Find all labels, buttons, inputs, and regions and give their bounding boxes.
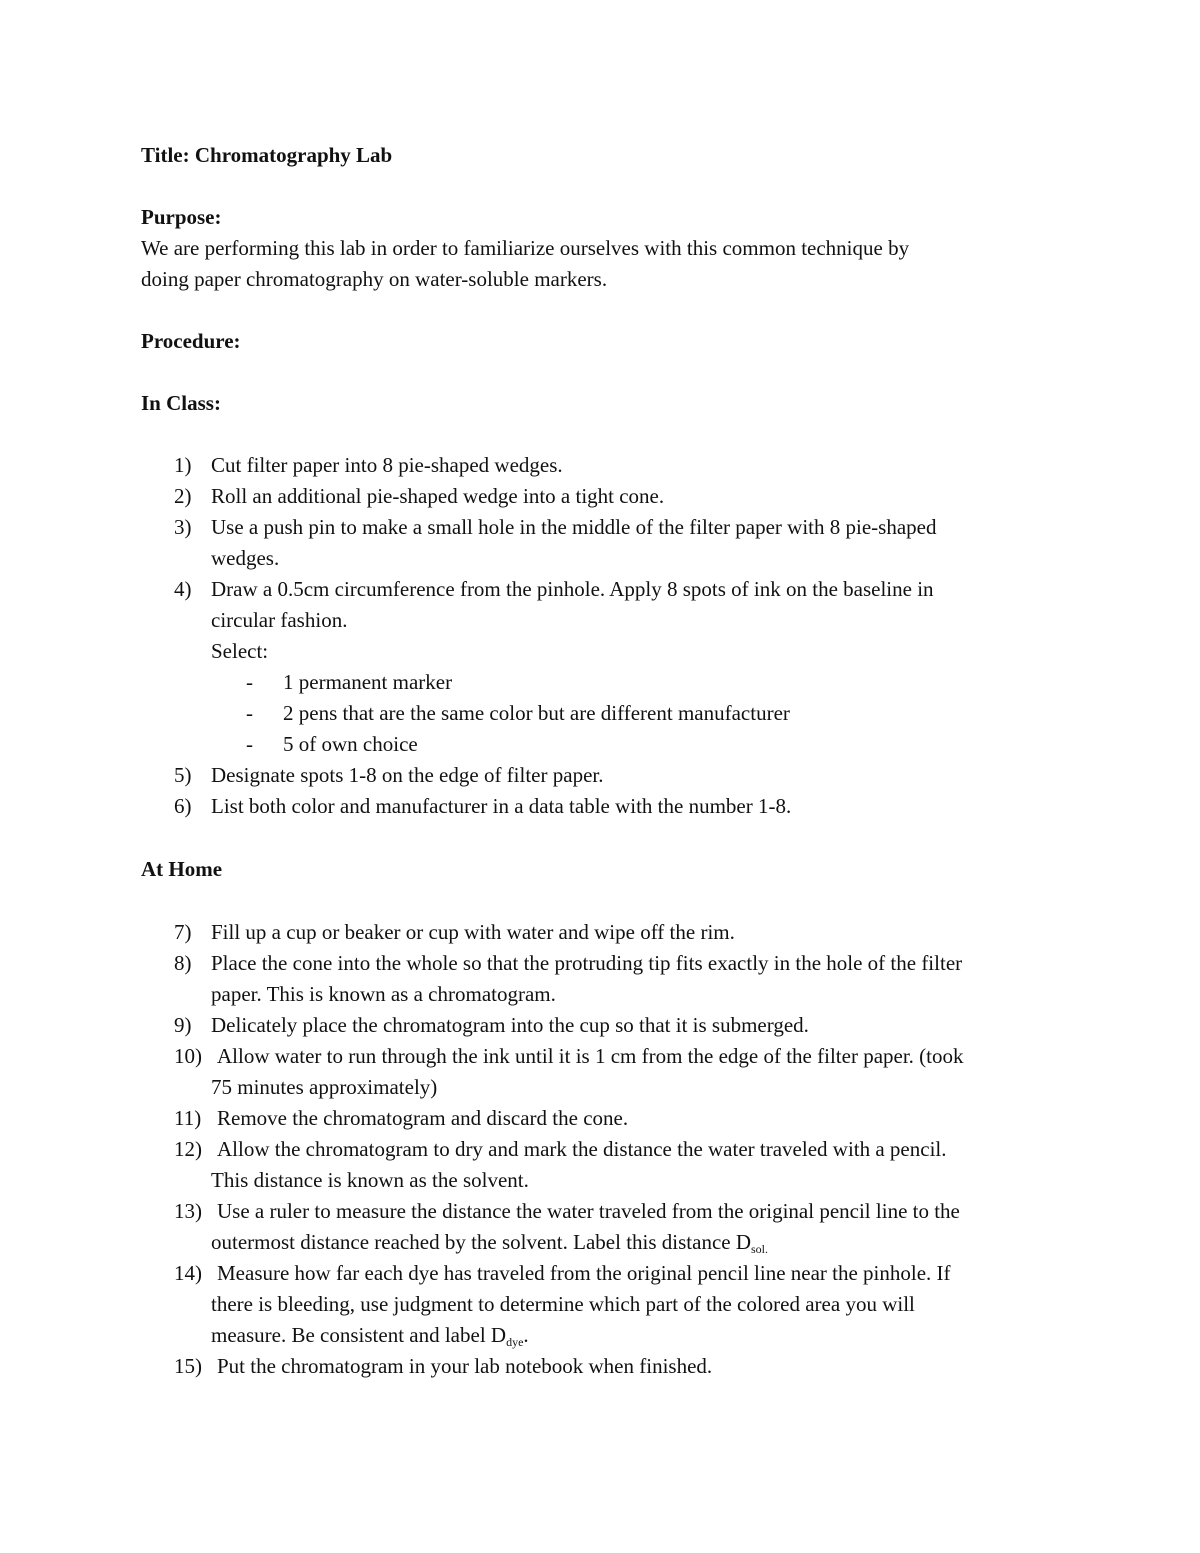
step-text <box>211 1227 768 1258</box>
step-text: Fill up a cup or beaker or cup with water and wipe off the rim. <box>211 920 735 944</box>
step-text: Designate spots 1-8 on the edge of filter paper. <box>211 763 604 787</box>
step-text: Cut filter paper into 8 pie-shaped wedges. <box>211 453 563 477</box>
step-text: Remove the chromatogram and discard the cone. <box>217 1106 629 1130</box>
step-text: Put the chromatogram in your lab notebook when finished. <box>217 1354 713 1378</box>
step-number: 13) <box>174 1199 202 1223</box>
step-text: circular fashion. <box>211 608 348 632</box>
step-number: 2) <box>174 484 192 508</box>
step-number: 1) <box>174 453 192 477</box>
procedure-heading: Procedure: <box>141 329 241 353</box>
step-number: 12) <box>174 1137 202 1161</box>
step-number: 15) <box>174 1354 202 1378</box>
step-text: Measure how far each dye has traveled from the original pencil line near the pinhole. If <box>217 1261 951 1285</box>
step-text-main: measure. Be consistent and label D <box>211 1323 507 1347</box>
step-number: 3) <box>174 515 192 539</box>
step-text: Place the cone into the whole so that the protruding tip fits exactly in the hole of the filter <box>211 951 963 975</box>
step-text: 75 minutes approximately) <box>211 1075 438 1099</box>
step-text: Use a ruler to measure the distance the water traveled from the original pencil line to the <box>217 1199 960 1223</box>
step-text: Allow water to run through the ink until it is 1 cm from the edge of the filter paper. (took <box>217 1044 964 1068</box>
sub-item-text: 2 pens that are the same color but are different manufacturer <box>283 701 790 725</box>
step-text: Draw a 0.5cm circumference from the pinhole. Apply 8 spots of ink on the baseline in <box>211 577 934 601</box>
at-home-heading: At Home <box>141 857 223 881</box>
purpose-text-line-1: We are performing this lab in order to familiarize ourselves with this common technique by <box>141 236 910 260</box>
sub-item-text: 5 of own choice <box>283 732 418 756</box>
step-number: 5) <box>174 763 192 787</box>
step-text: Delicately place the chromatogram into the cup so that it is submerged. <box>211 1013 809 1037</box>
dash-bullet: - <box>246 701 253 725</box>
step-number: 6) <box>174 794 192 818</box>
document-title: Title: Chromatography Lab <box>141 143 393 167</box>
step-text: Select: <box>211 639 269 663</box>
step-number: 9) <box>174 1013 192 1037</box>
step-text <box>211 1320 529 1351</box>
step-text: there is bleeding, use judgment to determine which part of the colored area you will <box>211 1292 915 1316</box>
step-text-main: outermost distance reached by the solvent. Label this distance D <box>211 1230 752 1254</box>
dash-bullet: - <box>246 732 253 756</box>
step-text: Use a push pin to make a small hole in the middle of the filter paper with 8 pie-shaped <box>211 515 937 539</box>
step-number: 4) <box>174 577 192 601</box>
step-text: wedges. <box>211 546 280 570</box>
step-text: Roll an additional pie-shaped wedge into a tight cone. <box>211 484 665 508</box>
step-text-tail: . <box>523 1323 529 1347</box>
purpose-heading: Purpose: <box>141 205 222 229</box>
dash-bullet: - <box>246 670 253 694</box>
step-text: Allow the chromatogram to dry and mark the distance the water traveled with a pencil. <box>217 1137 947 1161</box>
in-class-heading: In Class: <box>141 391 221 415</box>
step-text: paper. This is known as a chromatogram. <box>211 982 556 1006</box>
sub-item-text: 1 permanent marker <box>283 670 453 694</box>
step-number: 7) <box>174 920 192 944</box>
step-number: 11) <box>174 1106 202 1130</box>
subscript-dye: dye <box>506 1335 524 1349</box>
step-text: List both color and manufacturer in a data table with the number 1-8. <box>211 794 792 818</box>
step-number: 14) <box>174 1261 202 1285</box>
step-number: 10) <box>174 1044 202 1068</box>
step-number: 8) <box>174 951 192 975</box>
step-text: This distance is known as the solvent. <box>211 1168 529 1192</box>
purpose-text-line-2: doing paper chromatography on water-soluble markers. <box>141 267 608 291</box>
subscript-sol: sol. <box>751 1242 769 1256</box>
